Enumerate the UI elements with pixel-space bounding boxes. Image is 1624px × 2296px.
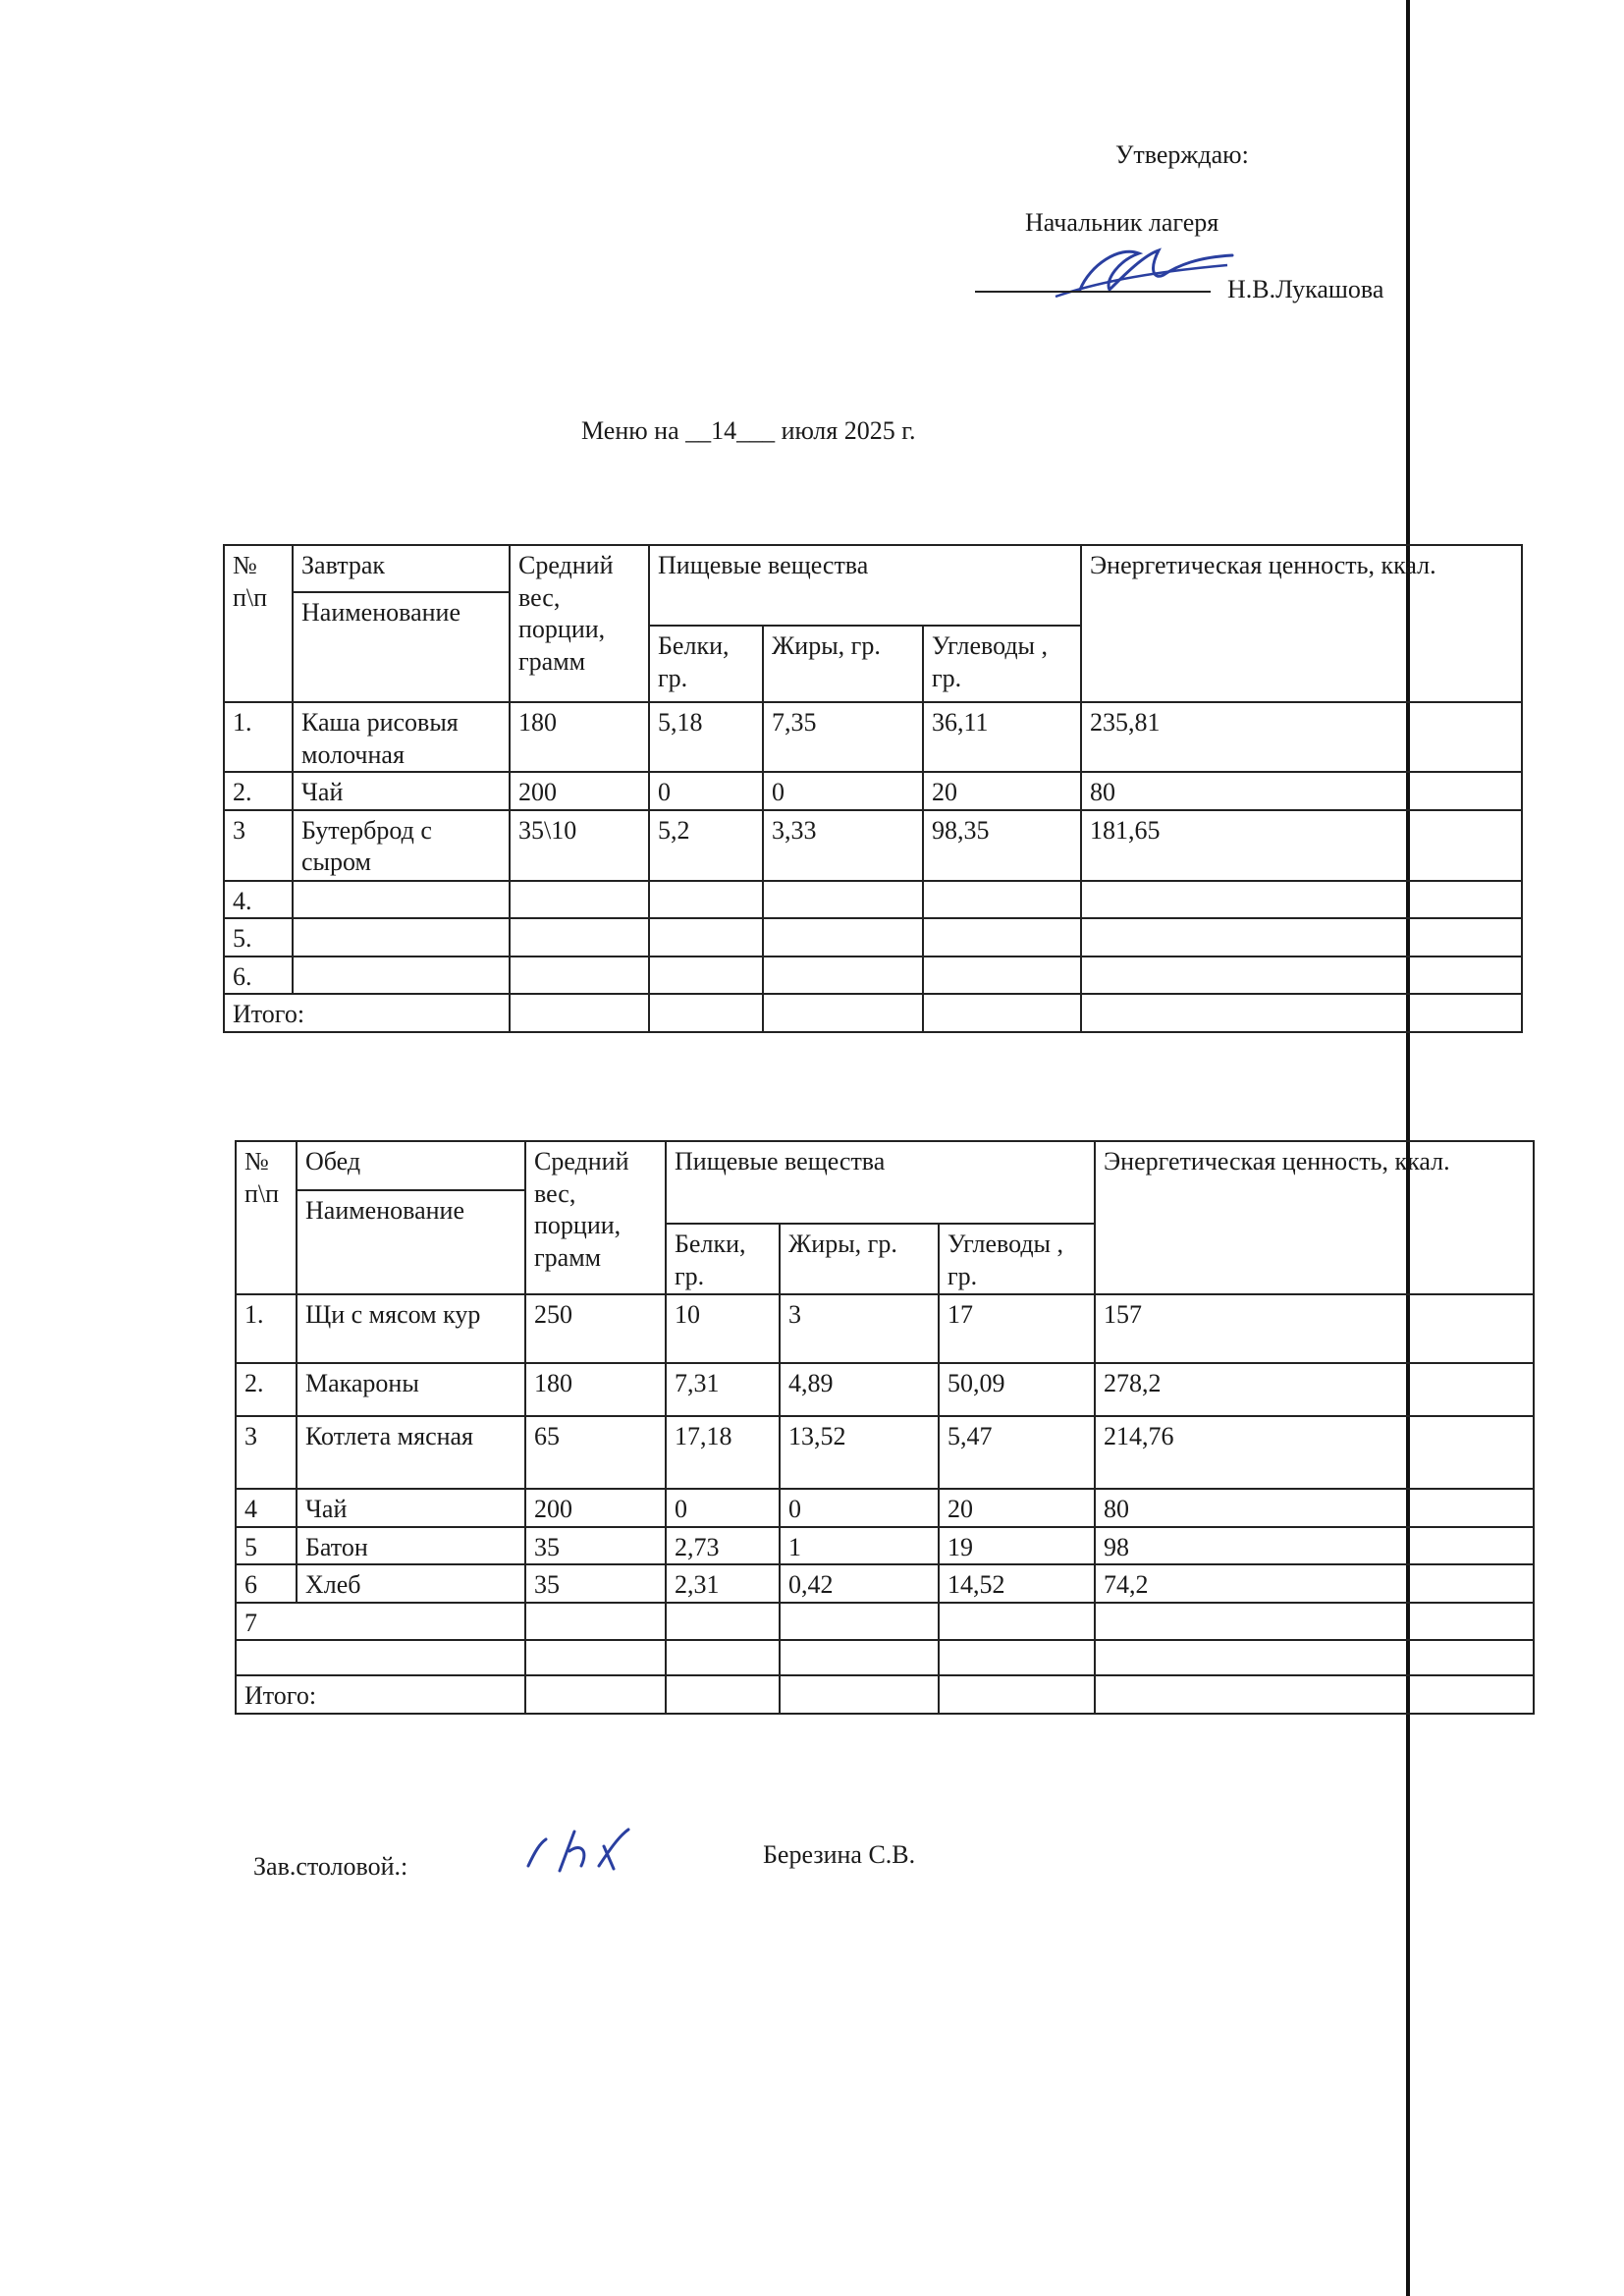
row-num: 4 — [236, 1489, 297, 1527]
approval-title: Утверждаю: — [1115, 140, 1249, 169]
row-energy: 74,2 — [1095, 1564, 1534, 1603]
row-energy — [1095, 1640, 1534, 1675]
row-weight: 180 — [525, 1363, 666, 1416]
header-energy: Энергетическая ценность, ккал. — [1095, 1141, 1534, 1294]
table-row — [236, 1294, 1534, 1363]
row-fat: 0 — [763, 772, 923, 810]
canteen-head-label: Зав.столовой.: — [253, 1852, 408, 1881]
row-weight — [525, 1603, 666, 1641]
total-weight — [525, 1675, 666, 1714]
row-fat — [763, 957, 923, 995]
row-name: Макароны — [297, 1363, 525, 1416]
row-num: 5. — [224, 918, 293, 957]
row-num: 6. — [224, 957, 293, 995]
row-num: 1. — [224, 702, 293, 772]
row-energy: 235,81 — [1081, 702, 1522, 772]
row-energy: 214,76 — [1095, 1416, 1534, 1489]
row-carbs: 20 — [923, 772, 1081, 810]
row-num: 1. — [236, 1294, 297, 1363]
row-carbs: 20 — [939, 1489, 1095, 1527]
row-energy: 278,2 — [1095, 1363, 1534, 1416]
header-nutrients: Пищевые вещества — [649, 545, 1081, 626]
row-protein: 5,18 — [649, 702, 763, 772]
total-fat — [763, 994, 923, 1032]
lunch-table — [235, 1140, 1535, 1715]
row-weight: 200 — [525, 1489, 666, 1527]
row-num: 4. — [224, 881, 293, 919]
table-row — [224, 957, 1522, 995]
row-name: Чай — [293, 772, 510, 810]
total-carbs — [923, 994, 1081, 1032]
row-num: 3 — [224, 810, 293, 881]
row-num: 2. — [224, 772, 293, 810]
total-row — [224, 994, 1522, 1032]
row-energy — [1081, 918, 1522, 957]
header-carbs: Углеводы , гр. — [939, 1224, 1095, 1294]
row-fat — [763, 881, 923, 919]
header-num: № п\п — [224, 545, 293, 702]
row-weight: 180 — [510, 702, 649, 772]
row-carbs: 36,11 — [923, 702, 1081, 772]
row-num — [236, 1640, 525, 1675]
table-row — [236, 1603, 1534, 1641]
total-fat — [780, 1675, 939, 1714]
table-row — [224, 702, 1522, 772]
header-num: № п\п — [236, 1141, 297, 1294]
row-protein: 10 — [666, 1294, 780, 1363]
row-weight — [525, 1640, 666, 1675]
row-weight: 65 — [525, 1416, 666, 1489]
row-protein — [666, 1603, 780, 1641]
row-name: Щи с мясом кур — [297, 1294, 525, 1363]
row-energy: 80 — [1081, 772, 1522, 810]
row-energy — [1095, 1603, 1534, 1641]
director-signature — [1051, 236, 1237, 304]
row-weight: 250 — [525, 1294, 666, 1363]
header-nutrients: Пищевые вещества — [666, 1141, 1095, 1224]
row-energy: 181,65 — [1081, 810, 1522, 881]
row-protein: 5,2 — [649, 810, 763, 881]
row-carbs: 50,09 — [939, 1363, 1095, 1416]
row-protein: 0 — [666, 1489, 780, 1527]
row-name: Котлета мясная — [297, 1416, 525, 1489]
table-row — [224, 918, 1522, 957]
row-name: Бутерброд с сыром — [293, 810, 510, 881]
row-energy: 157 — [1095, 1294, 1534, 1363]
row-carbs: 98,35 — [923, 810, 1081, 881]
header-meal: Завтрак — [293, 545, 510, 592]
row-energy — [1081, 957, 1522, 995]
total-protein — [666, 1675, 780, 1714]
row-fat: 13,52 — [780, 1416, 939, 1489]
table-row — [224, 881, 1522, 919]
row-energy — [1081, 881, 1522, 919]
header-fat: Жиры, гр. — [763, 626, 923, 702]
header-fat: Жиры, гр. — [780, 1224, 939, 1294]
signature-line — [975, 291, 1211, 293]
row-protein: 2,73 — [666, 1527, 780, 1565]
header-protein: Белки, гр. — [666, 1224, 780, 1294]
row-fat — [780, 1640, 939, 1675]
row-fat — [763, 918, 923, 957]
row-protein: 7,31 — [666, 1363, 780, 1416]
row-num: 5 — [236, 1527, 297, 1565]
total-label: Итого: — [224, 994, 510, 1032]
canteen-head-name: Березина С.В. — [763, 1840, 916, 1869]
row-energy: 98 — [1095, 1527, 1534, 1565]
row-fat: 1 — [780, 1527, 939, 1565]
row-protein: 17,18 — [666, 1416, 780, 1489]
row-carbs: 14,52 — [939, 1564, 1095, 1603]
table-row — [236, 1489, 1534, 1527]
header-protein: Белки, гр. — [649, 626, 763, 702]
canteen-head-signature — [520, 1822, 658, 1881]
total-weight — [510, 994, 649, 1032]
menu-title: Меню на __14___ июля 2025 г. — [581, 416, 916, 445]
row-carbs: 5,47 — [939, 1416, 1095, 1489]
total-protein — [649, 994, 763, 1032]
total-energy — [1095, 1675, 1534, 1714]
row-weight: 35 — [525, 1527, 666, 1565]
row-name: Батон — [297, 1527, 525, 1565]
row-num: 2. — [236, 1363, 297, 1416]
row-name — [293, 881, 510, 919]
row-carbs — [923, 881, 1081, 919]
row-carbs — [923, 957, 1081, 995]
row-fat: 4,89 — [780, 1363, 939, 1416]
breakfast-table — [223, 544, 1523, 1033]
row-weight: 200 — [510, 772, 649, 810]
row-name: Хлеб — [297, 1564, 525, 1603]
row-carbs — [939, 1603, 1095, 1641]
row-fat — [780, 1603, 939, 1641]
table-row — [236, 1527, 1534, 1565]
header-meal: Обед — [297, 1141, 525, 1190]
row-num: 7 — [236, 1603, 525, 1641]
row-name — [293, 957, 510, 995]
row-fat: 3 — [780, 1294, 939, 1363]
row-protein — [649, 881, 763, 919]
header-name: Наименование — [297, 1190, 525, 1294]
total-carbs — [939, 1675, 1095, 1714]
row-weight — [510, 881, 649, 919]
row-carbs — [939, 1640, 1095, 1675]
row-energy: 80 — [1095, 1489, 1534, 1527]
row-weight: 35 — [525, 1564, 666, 1603]
row-protein — [649, 957, 763, 995]
row-carbs: 17 — [939, 1294, 1095, 1363]
row-protein — [649, 918, 763, 957]
row-num: 6 — [236, 1564, 297, 1603]
header-carbs: Углеводы , гр. — [923, 626, 1081, 702]
total-row — [236, 1675, 1534, 1714]
row-fat: 3,33 — [763, 810, 923, 881]
table-row — [224, 772, 1522, 810]
row-weight: 35\10 — [510, 810, 649, 881]
approval-name: Н.В.Лукашова — [1227, 275, 1384, 303]
row-weight — [510, 918, 649, 957]
header-weight: Средний вес, порции, грамм — [510, 545, 649, 702]
row-protein: 0 — [649, 772, 763, 810]
total-energy — [1081, 994, 1522, 1032]
row-num: 3 — [236, 1416, 297, 1489]
table-row — [236, 1564, 1534, 1603]
row-fat: 0 — [780, 1489, 939, 1527]
row-weight — [510, 957, 649, 995]
header-name: Наименование — [293, 592, 510, 702]
row-carbs: 19 — [939, 1527, 1095, 1565]
row-fat: 0,42 — [780, 1564, 939, 1603]
table-row — [236, 1640, 1534, 1675]
table-row — [224, 810, 1522, 881]
row-carbs — [923, 918, 1081, 957]
row-fat: 7,35 — [763, 702, 923, 772]
row-name — [293, 918, 510, 957]
total-label: Итого: — [236, 1675, 525, 1714]
approval-position: Начальник лагеря — [1025, 208, 1219, 237]
table-row — [236, 1416, 1534, 1489]
header-weight: Средний вес, порции, грамм — [525, 1141, 666, 1294]
header-energy: Энергетическая ценность, ккал. — [1081, 545, 1522, 702]
row-name: Каша рисовыя молочная — [293, 702, 510, 772]
table-row — [236, 1363, 1534, 1416]
row-name: Чай — [297, 1489, 525, 1527]
row-protein: 2,31 — [666, 1564, 780, 1603]
row-protein — [666, 1640, 780, 1675]
